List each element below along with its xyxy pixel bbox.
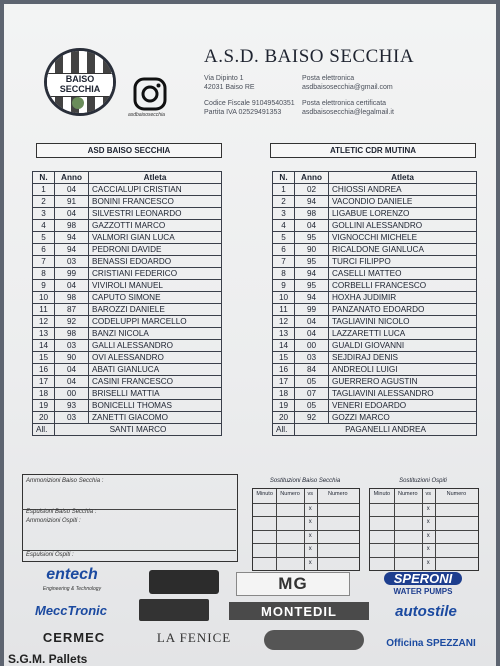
address: Via Dipinto 1 42031 Baiso RE [204,75,255,91]
player-number: 4 [273,220,295,232]
player-name: LAZZARETTI LUCA [329,328,477,340]
player-number: 9 [273,280,295,292]
player-year: 05 [295,400,329,412]
player-year: 94 [295,292,329,304]
player-number: 1 [33,184,55,196]
player-year: 99 [295,304,329,316]
player-number: 16 [33,364,55,376]
away-team-name: ATLETIC CDR MUTINA [270,143,476,158]
table-row [33,400,222,412]
table-row [273,280,477,292]
player-name: GUALDI GIOVANNI [329,340,477,352]
player-year: 94 [295,196,329,208]
subs-col-header: Numero [328,491,348,497]
table-row [273,220,477,232]
col-header-n: N. [33,172,55,184]
subs-vs-mark: x [308,559,312,566]
table-row [33,316,222,328]
player-year: 98 [295,208,329,220]
player-year: 98 [55,328,89,340]
player-year: 87 [55,304,89,316]
player-number: 7 [33,256,55,268]
table-row [273,304,477,316]
player-name: VALMORI GIAN LUCA [89,232,222,244]
subs-col-header: vs [425,491,432,497]
table-row [273,196,477,208]
table-row [33,352,222,364]
player-number: 17 [273,376,295,388]
subs-col-header: Numero [280,491,300,497]
player-year: 04 [295,328,329,340]
player-number: 6 [33,244,55,256]
subs-col-header: Numero [398,491,418,497]
player-name: VIVIROLI MANUEL [89,280,222,292]
player-name: SILVESTRI LEONARDO [89,208,222,220]
subs-col-header: vs [307,491,313,497]
coach-name: SANTI MARCO [55,424,222,436]
subs-vs-mark: x [308,532,312,539]
player-number: 13 [273,328,295,340]
player-number: 10 [273,292,295,304]
player-number: 13 [33,328,55,340]
sponsor-montedil: MONTEDIL [229,602,369,620]
table-row [33,412,222,424]
player-number: 10 [33,292,55,304]
player-year: 94 [295,268,329,280]
instagram-handle: asdbaisosecchia [128,112,165,118]
player-number: 19 [273,400,295,412]
player-year: 07 [295,388,329,400]
table-row [273,232,477,244]
player-name: BANZI NICOLA [89,328,222,340]
table-row [33,256,222,268]
player-number: 1 [273,184,295,196]
home-expulsions-label: Espulsioni Baiso Secchia : [26,509,97,515]
subs-vs-mark: x [426,519,430,525]
player-name: GALLI ALESSANDRO [89,340,222,352]
sponsor-emblem-2 [139,599,209,621]
player-name: PANZANATO EDOARDO [329,304,477,316]
table-row [33,388,222,400]
subs-vs-mark: x [308,546,312,552]
sponsor-la-fenice: LA FENICE [156,630,232,645]
player-name: CHIOSSI ANDREA [329,184,477,196]
substitutions-title: Sostituzioni Baiso Secchia [269,478,341,484]
player-name: PEDRONI DAVIDE [89,244,222,256]
player-number: 11 [33,304,55,316]
player-year: 00 [55,388,89,400]
player-year: 92 [295,412,329,424]
player-number: 3 [33,208,55,220]
table-row [33,340,222,352]
player-year: 05 [295,376,329,388]
table-header-row [33,172,222,184]
player-year: 95 [295,232,329,244]
away-roster-table [272,171,477,436]
table-row [273,364,477,376]
player-year: 95 [295,256,329,268]
coach-name: PAGANELLI ANDREA [295,424,477,436]
player-year: 04 [55,376,89,388]
player-number: 20 [273,412,295,424]
player-name: TAGLIAVINI ALESSANDRO [329,388,477,400]
player-year: 04 [295,220,329,232]
player-name: LIGABUE LORENZO [329,208,477,220]
table-row [33,196,222,208]
away-warnings-label: Ammonizioni Ospiti : [26,518,81,524]
subs-col-header: Minuto [256,491,273,497]
player-name: BENASSI EDOARDO [89,256,222,268]
player-name: CASELLI MATTEO [329,268,477,280]
sponsor-officina: Officina SPEZZANI [386,637,476,649]
player-name: VIGNOCCHI MICHELE [329,232,477,244]
home-team-name: ASD BAISO SECCHIA [36,143,222,158]
sponsor-sgm: S.G.M. Pallets [8,651,88,666]
player-year: 94 [55,232,89,244]
player-name: SEJDIRAJ DENIS [329,352,477,364]
player-name: GOLLINI ALESSANDRO [329,220,477,232]
coach-label: All. [33,424,55,436]
table-row [273,208,477,220]
coach-row [33,424,222,436]
table-row [33,184,222,196]
sponsor-entech: entech Engineering & Technology [42,566,102,592]
player-name: BONINI FRANCESCO [89,196,222,208]
table-row [33,268,222,280]
player-year: 03 [55,256,89,268]
player-name: BRISELLI MATTIA [89,388,222,400]
pec-block: Posta elettronica certificata asdbaisosecchia@legalmail.it [302,100,394,116]
player-number: 15 [273,352,295,364]
match-sheet [4,4,496,666]
subs-vs-mark: x [426,532,430,539]
player-number: 6 [273,244,295,256]
player-name: ANDREOLI LUIGI [329,364,477,376]
col-header-atleta: Atleta [89,172,222,184]
player-number: 15 [33,352,55,364]
home-warnings-label: Ammonizioni Baiso Secchia : [26,478,104,484]
sponsor-mecctronic: MeccTronic [34,602,107,618]
player-year: 04 [55,364,89,376]
col-header-n: N. [273,172,295,184]
player-year: 03 [55,340,89,352]
coach-label: All. [273,424,295,436]
table-row [273,184,477,196]
fiscal-block: Codice Fiscale 91049540351 Partita IVA 02529491353 [204,100,295,116]
table-row [33,280,222,292]
player-name: CACCIALUPI CRISTIAN [89,184,222,196]
table-row [273,340,477,352]
player-name: ABATI GIANLUCA [89,364,222,376]
sponsor-emblem-3 [264,630,364,650]
table-row [33,244,222,256]
player-year: 99 [55,268,89,280]
player-name: CRISTIANI FEDERICO [89,268,222,280]
player-number: 19 [33,400,55,412]
player-year: 03 [55,412,89,424]
table-header-row [273,172,477,184]
player-number: 17 [33,376,55,388]
table-row [273,388,477,400]
player-number: 4 [33,220,55,232]
player-number: 20 [33,412,55,424]
home-substitutions-grid [252,478,358,569]
player-name: GAZZOTTI MARCO [89,220,222,232]
table-row [33,304,222,316]
player-number: 7 [273,256,295,268]
player-year: 90 [55,352,89,364]
player-number: 14 [273,340,295,352]
player-number: 8 [33,268,55,280]
table-row [33,220,222,232]
player-year: 04 [55,184,89,196]
player-year: 98 [55,220,89,232]
away-expulsions-label: Espulsioni Ospiti : [26,552,74,558]
home-roster-table [32,171,222,436]
sponsor-autostile: autostile [395,602,457,620]
subs-vs-mark: x [426,559,430,566]
club-title: A.S.D. BAISO SECCHIA [204,46,415,67]
player-name: CAPUTO SIMONE [89,292,222,304]
player-year: 98 [55,292,89,304]
player-name: RICALDONE GIANLUCA [329,244,477,256]
sponsor-speroni: SPERONI WATER PUMPS [362,570,484,600]
subs-col-header: Numero [446,491,467,497]
col-header-anno: Anno [295,172,329,184]
table-row [273,328,477,340]
player-name: CODELUPPI MARCELLO [89,316,222,328]
subs-vs-mark: x [308,519,312,525]
player-number: 18 [273,388,295,400]
coach-row [273,424,477,436]
instagram-icon [132,76,168,112]
player-year: 91 [55,196,89,208]
player-number: 12 [273,316,295,328]
table-row [33,292,222,304]
subs-vs-mark: x [426,505,430,512]
sponsor-cermec: CERMEC [42,629,106,645]
player-year: 04 [295,316,329,328]
player-name: TAGLIAVINI NICOLO [329,316,477,328]
player-year: 90 [295,244,329,256]
player-year: 92 [55,316,89,328]
table-row [33,376,222,388]
subs-vs-mark: x [426,546,430,552]
player-name: CASINI FRANCESCO [89,376,222,388]
player-number: 5 [273,232,295,244]
player-number: 2 [33,196,55,208]
player-year: 03 [295,352,329,364]
player-year: 93 [55,400,89,412]
table-row [273,256,477,268]
table-row [273,400,477,412]
table-row [273,412,477,424]
player-name: TURCI FILIPPO [329,256,477,268]
col-header-anno: Anno [55,172,89,184]
player-name: OVI ALESSANDRO [89,352,222,364]
player-year: 84 [295,364,329,376]
table-row [33,232,222,244]
player-year: 95 [295,280,329,292]
player-name: BAROZZI DANIELE [89,304,222,316]
player-name: CORBELLI FRANCESCO [329,280,477,292]
subs-vs-mark: x [308,505,312,512]
club-logo: BAISO SECCHIA [44,48,116,116]
player-number: 16 [273,364,295,376]
player-number: 9 [33,280,55,292]
player-number: 3 [273,208,295,220]
player-name: HOXHA JUDIMIR [329,292,477,304]
email-block: Posta elettronica asdbaisosecchia@gmail.com [302,75,393,91]
table-row [273,244,477,256]
player-number: 5 [33,232,55,244]
substitutions-title: Sostituzioni Ospiti [399,478,447,484]
player-year: 04 [55,280,89,292]
table-row [273,352,477,364]
col-header-atleta: Atleta [329,172,477,184]
player-year: 04 [55,208,89,220]
table-row [273,376,477,388]
player-name: GUERRERO AGUSTIN [329,376,477,388]
table-row [273,316,477,328]
subs-col-header: Minuto [373,491,391,497]
table-row [33,208,222,220]
sponsor-emblem-1 [149,570,219,594]
sponsor-mg: MG [236,572,350,596]
player-year: 94 [55,244,89,256]
player-name: VACONDIO DANIELE [329,196,477,208]
player-year: 02 [295,184,329,196]
table-row [33,364,222,376]
table-row [273,268,477,280]
player-year: 00 [295,340,329,352]
player-number: 2 [273,196,295,208]
player-name: BONICELLI THOMAS [89,400,222,412]
player-name: GOZZI MARCO [329,412,477,424]
player-name: VENERI EDOARDO [329,400,477,412]
away-substitutions-grid [369,478,477,569]
player-number: 18 [33,388,55,400]
player-number: 11 [273,304,295,316]
table-row [33,328,222,340]
table-row [273,292,477,304]
player-number: 8 [273,268,295,280]
player-number: 12 [33,316,55,328]
player-name: ZANETTI GIACOMO [89,412,222,424]
player-number: 14 [33,340,55,352]
